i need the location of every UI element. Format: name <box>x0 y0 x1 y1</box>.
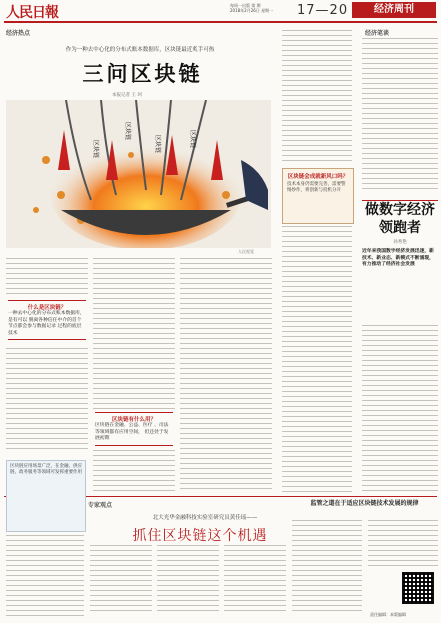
cover-illustration <box>6 100 271 248</box>
body-text-col4a <box>282 30 352 165</box>
section-banner: 经济周刊 <box>352 2 436 18</box>
section-tag-hot: 经济热点 <box>6 30 31 37</box>
body-text-col3 <box>180 258 272 492</box>
bottom-left-box-text: 区块链应用场景广泛，在金融、供应链、政务服务等领域可发挥重要作用 <box>10 464 82 475</box>
bottom-text-col2 <box>157 545 219 615</box>
commentary-byline: 孙秀艳 <box>393 240 407 245</box>
pull-quote-text: 一种去中心化的分布式账本数据库，是有可以 脱离各种信任中介的首个节点都会参与数据记录 过程的底层技术 <box>8 311 85 336</box>
newspaper-logo: 人民日報 <box>6 5 58 21</box>
commentary-title-2: 领跑者 <box>379 220 421 236</box>
article-title: 三问区块链 <box>82 61 203 86</box>
body-text-col1b <box>6 348 88 453</box>
pull-quote-question: 什么是区块链？ <box>27 305 67 311</box>
masthead-meta <box>230 3 273 13</box>
bottom-article-title: 抓住区块链这个机遇 <box>132 528 268 544</box>
pull-quote-question: 区块链有什么用？ <box>111 417 156 423</box>
page-range: 17—20 <box>297 3 349 18</box>
sidebar-box <box>282 168 354 224</box>
bottom-article-subtitle: 北大光华金融科技实验室研究员黄佳瑶—— <box>152 515 258 521</box>
illus-label-4: 区块链 <box>189 130 196 149</box>
body-text-col2b <box>93 450 175 492</box>
illus-label-2: 区块链 <box>124 122 131 141</box>
illustration-credit: 人民视觉 <box>238 249 254 254</box>
date-line: 2018年2月26日 星期一 <box>230 8 274 13</box>
bottom-left-box <box>6 460 86 532</box>
bottom-text-col4 <box>292 520 362 615</box>
illus-label-1: 区块链 <box>92 140 99 159</box>
commentary-header <box>362 200 438 269</box>
section-tag-commentary: 经济笔谈 <box>365 30 390 37</box>
bottom-text-col5 <box>368 520 438 568</box>
article-subtitle: 作为一种去中心化的分布式账本数据库，区块链最近炙手可热 <box>65 47 215 53</box>
body-text-col4b <box>282 226 352 492</box>
bottom-text-col3 <box>224 545 286 615</box>
page-footer: 责任编辑：本版编辑 <box>370 612 406 617</box>
sidebar-title: 区块链会成就新风口吗？ <box>287 174 349 180</box>
illus-label-3: 区块链 <box>154 135 161 154</box>
qr-code[interactable] <box>402 572 434 604</box>
pull-quote-use <box>95 412 173 446</box>
section-tag-expert: 专家观点 <box>88 502 113 509</box>
article-byline: 本报记者 王 珂 <box>112 93 142 98</box>
body-text-col2a <box>93 258 175 413</box>
commentary-lead: 近年来我国数字经济发展迅速，新技术、新业态、新模式不断涌现，有力推动了经济社会发展 <box>362 249 434 267</box>
commentary-text-bottom <box>362 325 438 492</box>
commentary-title-1: 做数字经济 <box>365 202 435 218</box>
blockchain-wok-illustration <box>6 100 271 248</box>
bottom-text-col0 <box>6 535 84 617</box>
issue-line: 每周一出版 第 期 <box>230 3 261 8</box>
bottom-text-col1 <box>90 545 152 615</box>
commentary-text-top <box>362 38 438 193</box>
pull-quote-text: 区块链在金融、公益、医疗 、司法等领域都有应用空间， 但还处于发展初期 <box>95 423 169 441</box>
pull-quote-what <box>8 300 86 340</box>
bottom-right-title: 监管之道在于适应区块链技术发展的规律 <box>310 500 419 507</box>
body-text-col1a <box>6 258 88 298</box>
sidebar-text: 技术本身仍需要完善，需要警惕炒作，将创新与投机分开 <box>287 182 346 193</box>
masthead-rule <box>4 21 437 23</box>
